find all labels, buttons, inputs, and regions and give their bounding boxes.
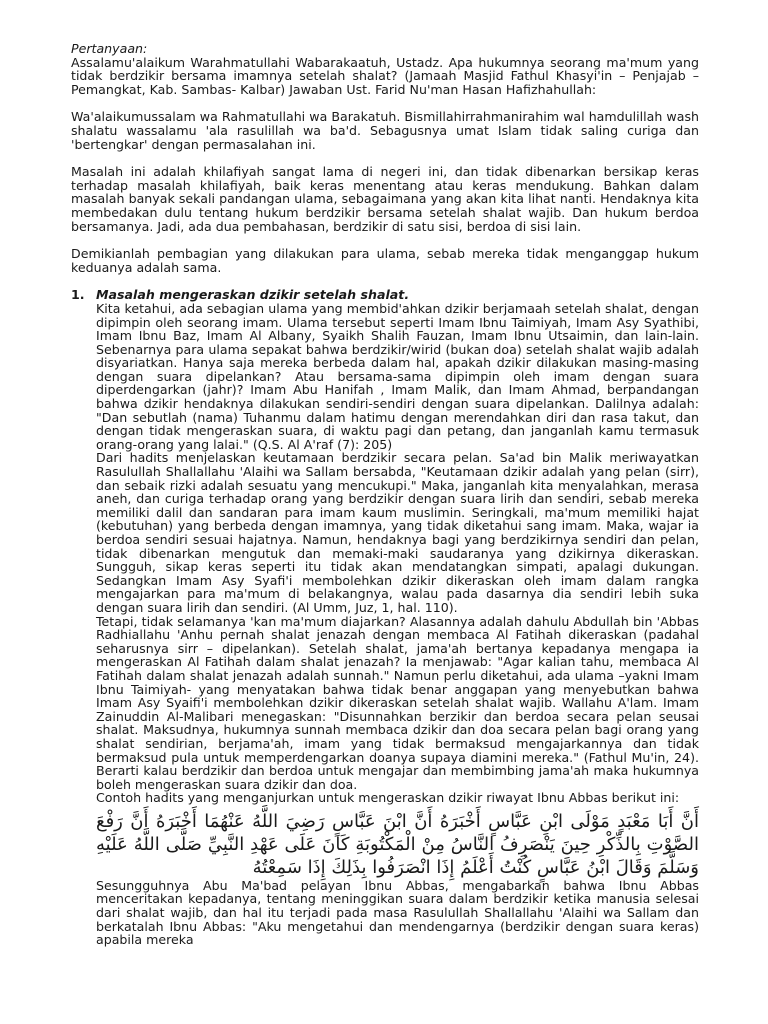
spacer xyxy=(71,233,699,247)
section-1-paragraph: Tetapi, tidak selamanya 'kan ma'mum diajarkan? Alasannya adalah dahulu Abdullah bin 'Abbas Radhiallahu 'Anhu pernah shalat jenazah dengan membaca Al Fatihah dikeraskan (padahal seharusnya sirr – dipelankan). Setelah shalat, jama'ah bertanya kepadanya mengapa ia mengeraskan Al Fatihah dalam shalat jenazah? Ia menjawab: "Agar kalian tahu, membaca Al Fatihah dalam shalat jenazah adalah sunnah." Namun perlu diketahui, ada ulama –yakni Imam Ibnu Taimiyah- yang menyatakan bahwa tidak benar anggapan yang menyebutkan bahwa Imam Asy Syaifi'i membolehkan dzikir dikeraskan setelah shalat wajib. Wallahu A'lam. Imam Zainuddin Al-Malibari menegaskan: "Disunnahkan berzikir dan berdoa secara pelan seusai shalat. Maksudnya, hukumnya sunnah membaca dzikir dan doa secara pelan bagi orang yang shalat sendirian, berjama'ah, imam yang tidak bermaksud mengajarkannya dan tidak bermaksud pula untuk memperdengarkan doanya supaya diamini mereka." (Fathul Mu'in, 24). Berarti kalau berdzikir dan berdoa untuk mengajar dan membimbing jama'ah maka hukumnya boleh mengeraskan suara dzikir dan doa. xyxy=(96,613,699,792)
section-1-title: Masalah mengeraskan dzikir setelah shalat. xyxy=(96,287,410,303)
paragraph-masalah: Masalah ini adalah khilafiyah sangat lama di negeri ini, dan tidak dibenarkan bersikap keras terhadap masalah khilafiyah, baik keras menentang atau keras mendukung. Bahkan dalam masalah banyak sekali pandangan ulama, sebagaimana yang akan kita lihat nanti. Hendaknya kita membedakan dulu tentang hukum berdzikir bersama setelah shalat wajib. Dan hukum berdoa bersamanya. Jadi, ada dua pembahasan, berdzikir di satu sisi, berdoa di sisi lain. xyxy=(71,164,699,234)
section-1-paragraph: Sesungguhnya Abu Ma'bad pelayan Ibnu Abbas, mengabarkan bahwa Ibnu Abbas menceritakan kepadanya, tentang meninggikan suara dalam berdzikir ketika manusia selesai dari shalat wajib, dan hal itu terjadi pada masa Rasulullah Shallallahu 'Alaihi wa Sallam dan berkatalah Ibnu Abbas: "Aku mengetahui dan mendengarnya (berdzikir dengan suara keras) apabila mereka xyxy=(96,877,699,948)
spacer xyxy=(71,96,699,110)
question-text: Assalamu'alaikum Warahmatullahi Wabarakaatuh, Ustadz. Apa hukumnya seorang ma'mum yang tidak berdzikir bersama imamnya setelah shalat? (Jamaah Masjid Fathul Khasyi'in – Penjajab – Pemangkat, Kab. Sambas- Kalbar) Jawaban Ust. Farid Nu'man Hasan Hafizhahullah: xyxy=(71,54,699,97)
answer-intro: Wa'alaikumussalam wa Rahmatullahi wa Barakatuh. Bismillahirrahmanirahim wal hamdulillah wash shalatu wassalamu 'ala rasulillah wa ba'd. Sebagusnya umat Islam tidak saling curiga dan 'bertengkar' dengan permasalahan ini. xyxy=(71,109,699,152)
spacer xyxy=(71,151,699,165)
spacer xyxy=(71,274,699,288)
section-1-paragraph: Kita ketahui, ada sebagian ulama yang membid'ahkan dzikir berjamaah setelah shalat, dengan dipimpin oleh seorang imam. Ulama tersebut seperti Imam Ibnu Taimiyah, Imam Asy Syathibi, Imam Ibnu Baz, Imam Al Albany, Syaikh Shalih Fauzan, Imam Ibnu Utsaimin, dan lain-lain. Sebenarnya para ulama sepakat bahwa berdzikir/wirid (bukan doa) setelah shalat wajib adalah disyariatkan. Hanya saja mereka berbeda dalam hal, apakah dzikir dilakukan masing-masing dengan suara dipelankan? Atau bersama-sama dipimpin oleh imam dengan suara diperdengarkan (jahr)? Imam Abu Hanifah , Imam Malik, dan Imam Ahmad, berpandangan bahwa dzikir hendaknya dilakukan sendiri-sendiri dengan suara dipelankan. Dalilnya adalah: "Dan sebutlah (nama) Tuhanmu dalam hatimu dengan merendahkan diri dan rasa takut, dan dengan tidak mengeraskan suara, di waktu pagi dan petang, dan janganlah kamu termasuk orang-orang yang lalai." (Q.S. Al A'raf (7): 205) xyxy=(96,300,699,452)
arabic-hadith: أَنَّ أَبَا مَعْبَدٍ مَوْلَى ابْنِ عَبَّاسٍ أَخْبَرَهُ أَنَّ ابْنَ عَبَّاسٍ رَضِيَ اللَّهُ عَنْهُمَا أَخْبَرَهُ أَنَّ رَفْعَ الصَّوْتِ بِالذِّكْرِ حِينَ يَنْصَرِفُ النَّاسُ مِنْ الْمَكْتُوبَةِ كَانَ عَلَى عَهْدِ النَّبِيِّ صَلَّى اللَّهُ عَلَيْهِ وَسَلَّمَ وَقَالَ ابْنُ عَبَّاسٍ كُنْتُ أَعْلَمُ إِذَا انْصَرَفُوا بِذَلِكَ إِذَا سَمِعْتُهُ xyxy=(96,810,699,878)
section-1-paragraph: Dari hadits menjelaskan keutamaan berdzikir secara pelan. Sa'ad bin Malik meriwayatkan Rasulullah Shallallahu 'Alaihi wa Sallam bersabda, "Keutamaan dzikir adalah yang pelan (sirr), dan sebaik rizki adalah sesuatu yang mencukupi." Maka, janganlah kita menyalahkan, merasa aneh, dan curiga terhadap orang yang berdzikir dengan suara lirih dan sendiri, sebab mereka memiliki dalil dan sandaran para imam kaum muslimin. Seringkali, ma'mum memiliki hajat (kebutuhan) yang berbeda dengan imamnya, yang tidak diketahui sang imam. Maka, wajar ia berdoa sendiri sesuai hajatnya. Namun, hendaknya bagi yang berdzikirnya sendiri dan pelan, tidak dibenarkan mengutuk dan memaki-maki saudaranya yang dzikirnya dikeraskan. Sungguh, sikap keras seperti itu tidak akan mendatangkan simpati, apalagi dukungan. Sedangkan Imam Asy Syafi'i membolehkan dzikir dikeraskan oleh imam dalam rangka mengajarkan para ma'mum di belakangnya, walau pada dasarnya dia sendiri lebih suka dengan suara lirih dan sendiri. (Al Umm, Juz, 1, hal. 110). xyxy=(96,450,699,615)
document-body xyxy=(71,42,699,947)
section-1 xyxy=(71,288,699,947)
section-1-body xyxy=(96,302,699,947)
question-heading: Pertanyaan: xyxy=(71,41,148,56)
section-1-number: 1. xyxy=(71,287,85,303)
section-1-paragraph: Contoh hadits yang menganjurkan untuk mengeraskan dzikir riwayat Ibnu Abbas berikut ini: xyxy=(96,790,680,806)
paragraph-demikian: Demikianlah pembagian yang dilakukan para ulama, sebab mereka tidak menganggap hukum keduanya adalah sama. xyxy=(71,246,699,275)
